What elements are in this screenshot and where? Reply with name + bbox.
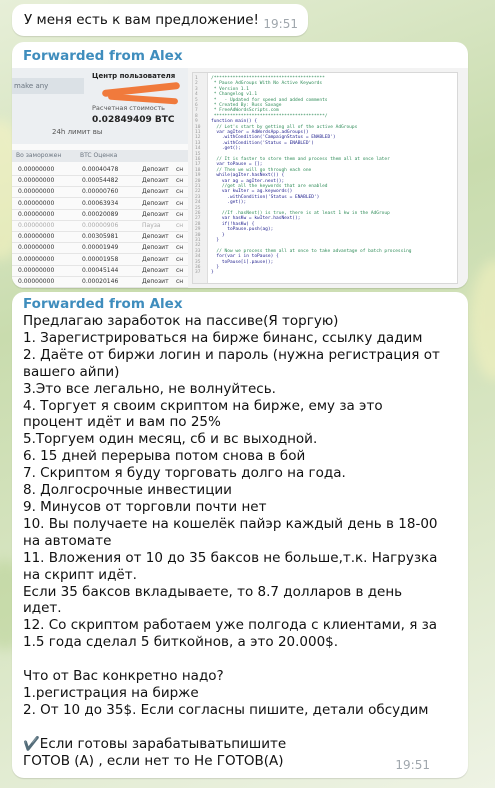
message-line: 4. Торгует я своим скриптом на бирже, ему за это: [23, 397, 383, 414]
table-cell: Депозит: [142, 177, 169, 185]
line-number: 3: [195, 86, 198, 92]
code-line: // It is faster to store them and process them all at once later: [211, 157, 390, 162]
table-cell: 0.00000906: [82, 222, 119, 229]
table-cell: сн: [176, 210, 184, 218]
exchange-calc-label: Расчетная стоимость: [92, 104, 165, 112]
line-number: 14: [195, 146, 201, 152]
line-number: 30: [195, 232, 201, 238]
code-line: // Now we process them all at once to take advantage of batch processing: [211, 248, 412, 254]
table-row: [12, 175, 188, 187]
col-btc: BTC Оценка: [80, 152, 118, 159]
message-line: 9. Минусов от торговли почти нет: [23, 498, 267, 515]
exchange-make-field: make any: [12, 78, 84, 94]
message-line: 2. От 10 до 35$. Если согласны пишите, детали обсудим: [23, 701, 429, 718]
table-cell: Депозит: [142, 244, 169, 252]
code-line: // Then we will go through each one: [211, 167, 312, 173]
message-text: [23, 313, 463, 769]
code-line: var agIter = AdWordsApp.adGroups(): [211, 130, 309, 135]
message-line: [23, 651, 463, 668]
message-bubble[interactable]: [12, 4, 308, 36]
line-number: 34: [195, 254, 201, 260]
table-row: [12, 186, 188, 198]
message-line: 1.5 года сделал 5 биткойнов, а это 20.000$.: [23, 634, 339, 651]
message-line: процент идёт и вам по 25%: [23, 414, 221, 431]
line-number: 35: [195, 259, 201, 265]
code-line: *****************************************/: [211, 113, 328, 119]
table-cell: 0.00000000: [18, 255, 55, 263]
wallpaper-blob: [470, 260, 495, 380]
table-cell: 0.00063934: [82, 199, 119, 207]
message-line: ГОТОВ (А) , если нет то Не ГОТОВ(А): [23, 752, 284, 769]
table-cell: сн: [176, 177, 184, 185]
message-bubble-forwarded-text[interactable]: [12, 292, 468, 778]
line-number: 13: [195, 140, 201, 146]
table-cell: сн: [176, 188, 184, 196]
code-line: // Let's start by getting all of the active AdGroups: [211, 124, 358, 130]
line-number: 36: [195, 265, 201, 270]
table-cell: 0.00000000: [18, 222, 55, 229]
code-line: }: [211, 265, 220, 270]
code-line: .get();: [211, 200, 247, 206]
table-row: [12, 198, 188, 210]
table-cell: 0.00000000: [18, 199, 55, 207]
table-row: [12, 254, 188, 266]
table-cell: сн: [176, 166, 184, 173]
table-cell: 0.00305981: [82, 233, 119, 241]
line-number: 26: [195, 211, 201, 216]
table-row: [12, 164, 188, 176]
forwarded-from-label[interactable]: Forwarded from Alex: [23, 296, 183, 312]
forwarded-from-label[interactable]: Forwarded from Alex: [23, 48, 183, 64]
table-cell: сн: [176, 222, 184, 229]
code-line: toPause[i].pause();: [211, 259, 274, 265]
line-number: 1: [195, 76, 198, 81]
code-line: var hasKw = kwIter.hasNext();: [211, 216, 301, 222]
table-cell: сн: [176, 199, 184, 207]
code-line: var ag = agIter.next();: [211, 178, 285, 184]
line-number: 32: [195, 243, 201, 249]
code-line: * Pause AdGroups With No Active Keywords: [211, 81, 323, 87]
table-row: [12, 231, 188, 243]
table-cell: 0.00001958: [82, 255, 119, 263]
code-line: if(!hasKw) {: [211, 221, 255, 227]
line-number: 23: [195, 194, 201, 200]
message-text: У меня есть к вам предложение!: [24, 12, 259, 28]
line-number: 12: [195, 135, 201, 141]
message-line: 5.Торгуем один месяц, сб и вс выходной.: [23, 431, 318, 448]
code-line: * Version 1.1: [211, 86, 249, 92]
line-number: 16: [195, 157, 201, 162]
table-cell: Депозит: [142, 255, 169, 263]
code-editor: [192, 72, 458, 284]
code-line: }: [211, 238, 220, 243]
table-cell: сн: [176, 233, 184, 241]
table-cell: 0.00000000: [18, 177, 55, 185]
table-cell: 0.00020089: [82, 210, 119, 218]
table-cell: Депозит: [142, 278, 169, 285]
line-number: 27: [195, 216, 201, 222]
table-cell: сн: [176, 244, 184, 252]
line-number: 33: [195, 248, 201, 254]
message-line: на скрипт идёт.: [23, 566, 137, 583]
code-line: .withCondition('Status = ENABLED'): [211, 194, 320, 200]
table-cell: 0.00000000: [18, 278, 55, 285]
message-line: [23, 719, 463, 736]
exchange-table-header: [12, 150, 188, 162]
message-line: Что от Вас конкретно надо?: [23, 668, 224, 685]
exchange-center-title: Центр пользователя: [92, 72, 176, 80]
table-cell: 0.00054482: [82, 177, 119, 185]
message-line: 1.регистрация на бирже: [23, 684, 199, 701]
line-number-gutter: [193, 73, 208, 283]
code-line: var kwIter = ag.keywords(): [211, 189, 293, 195]
table-cell: 0.00020146: [82, 278, 119, 285]
line-number: 20: [195, 178, 201, 184]
table-cell: 0.00045144: [82, 266, 119, 274]
line-number: 24: [195, 200, 201, 206]
table-cell: 0.00000000: [18, 244, 55, 252]
message-bubble-forwarded-image[interactable]: [12, 42, 468, 288]
message-time: 19:51: [395, 758, 430, 772]
line-number: 17: [195, 162, 201, 168]
code-line: .withCondition('CampaignStatus = ENABLED'): [211, 135, 336, 141]
message-line: 8. Долгосрочные инвестиции: [23, 482, 232, 499]
line-number: 7: [195, 108, 198, 114]
code-line: }: [211, 270, 214, 276]
message-line: 3.Это все легально, не волнуйтесь.: [23, 380, 276, 397]
message-line: 12. Со скриптом работаем уже полгода с клиентами, я за: [23, 617, 438, 634]
table-row: [12, 242, 188, 254]
table-cell: 0.00000000: [18, 210, 55, 218]
message-line: 2. Даёте от биржи логин и пароль (нужна регистрация от: [23, 346, 440, 363]
table-cell: Депозит: [142, 166, 169, 173]
code-line: for(var i in toPause) {: [211, 254, 279, 260]
exchange-limit-label: 24h лимит вы: [52, 128, 103, 136]
line-number: 10: [195, 124, 201, 130]
line-number: 29: [195, 227, 201, 233]
line-number: 31: [195, 238, 201, 243]
table-cell: Депозит: [142, 233, 169, 241]
exchange-btc-value: 0.02849409 BTC: [92, 115, 175, 125]
table-cell: 0.00000000: [18, 233, 55, 241]
code-line: * Changelog v1.1: [211, 92, 258, 98]
code-line: * Created By: Russ Savage: [211, 103, 282, 108]
message-line: вашего айпи): [23, 363, 120, 380]
table-cell: 0.00001949: [82, 244, 119, 252]
table-row: [12, 220, 188, 232]
table-cell: Депозит: [142, 210, 169, 218]
table-cell: сн: [176, 278, 184, 285]
table-cell: Депозит: [142, 188, 169, 196]
code-line: //If .hasNext() is true, there is at least 1 kw in the AdGroup: [211, 211, 390, 216]
line-number: 19: [195, 173, 201, 179]
table-cell: 0.00000000: [18, 166, 55, 173]
code-line: while(agIter.hasNext()) {: [211, 173, 285, 179]
line-number: 8: [195, 113, 198, 119]
table-cell: Пауза: [142, 222, 161, 229]
table-cell: Депозит: [142, 266, 169, 274]
table-cell: 0.00040478: [82, 166, 119, 173]
table-row: [12, 265, 188, 277]
line-number: 37: [195, 270, 201, 276]
exchange-panel: [12, 68, 188, 288]
message-line: 11. Вложения от 10 до 35 баксов не больше,т.к. Нагрузка: [23, 549, 438, 566]
code-line: }: [211, 232, 225, 238]
code-line: toPause.push(ag);: [211, 227, 274, 233]
table-cell: Депозит: [142, 199, 169, 207]
line-number: 28: [195, 221, 201, 227]
message-line: 6. 15 дней перерыва потом снова в бой: [23, 448, 306, 465]
message-line: ✔️Если готовы зарабатыватьпишите: [23, 735, 287, 752]
line-number: 21: [195, 184, 201, 189]
code-line: function main() {: [211, 119, 258, 125]
code-line: /*****************************************: [211, 76, 325, 81]
table-cell: 0.00000760: [82, 188, 119, 196]
line-number: 2: [195, 81, 198, 87]
col-frozen: Во заморожен: [16, 152, 62, 159]
message-line: Предлагаю заработок на пассиве(Я торгую): [23, 313, 339, 329]
line-number: 9: [195, 119, 198, 125]
line-number: 22: [195, 189, 201, 195]
message-line: Если 35 баксов вкладываете, то 8.7 долларов в день: [23, 583, 403, 600]
message-time: 19:51: [263, 17, 298, 31]
table-row: [12, 209, 188, 221]
line-number: 4: [195, 92, 198, 98]
table-cell: сн: [176, 266, 184, 274]
code-line: .withCondition('Status = ENABLED'): [211, 140, 314, 146]
line-number: 15: [195, 151, 201, 157]
line-number: 11: [195, 130, 201, 135]
table-row: [12, 276, 188, 288]
code-line: * FreeAdWordsScripts.com: [211, 108, 279, 114]
code-line: * - Updated for speed and added comments: [211, 97, 328, 103]
message-line: на автомате: [23, 532, 112, 549]
code-line: .get();: [211, 146, 241, 152]
code-line: var toPause = [];: [211, 162, 263, 168]
table-cell: 0.00000000: [18, 266, 55, 274]
line-number: 5: [195, 97, 198, 103]
message-line: идет.: [23, 600, 62, 617]
line-number: 25: [195, 205, 201, 211]
code-line: //get all the keywords that are enabled: [211, 184, 328, 189]
line-number: 6: [195, 103, 198, 108]
attached-screenshot[interactable]: [12, 68, 468, 288]
line-number: 18: [195, 167, 201, 173]
message-line: 7. Скриптом я буду торговать долго на года.: [23, 465, 346, 482]
table-cell: сн: [176, 255, 184, 263]
message-line: 1. Зарегистрироваться на бирже бинанс, ссылку дадим: [23, 329, 423, 346]
message-line: 10. Вы получаете на кошелёк пайэр каждый день в 18-00: [23, 515, 438, 532]
table-cell: 0.00000000: [18, 188, 55, 196]
